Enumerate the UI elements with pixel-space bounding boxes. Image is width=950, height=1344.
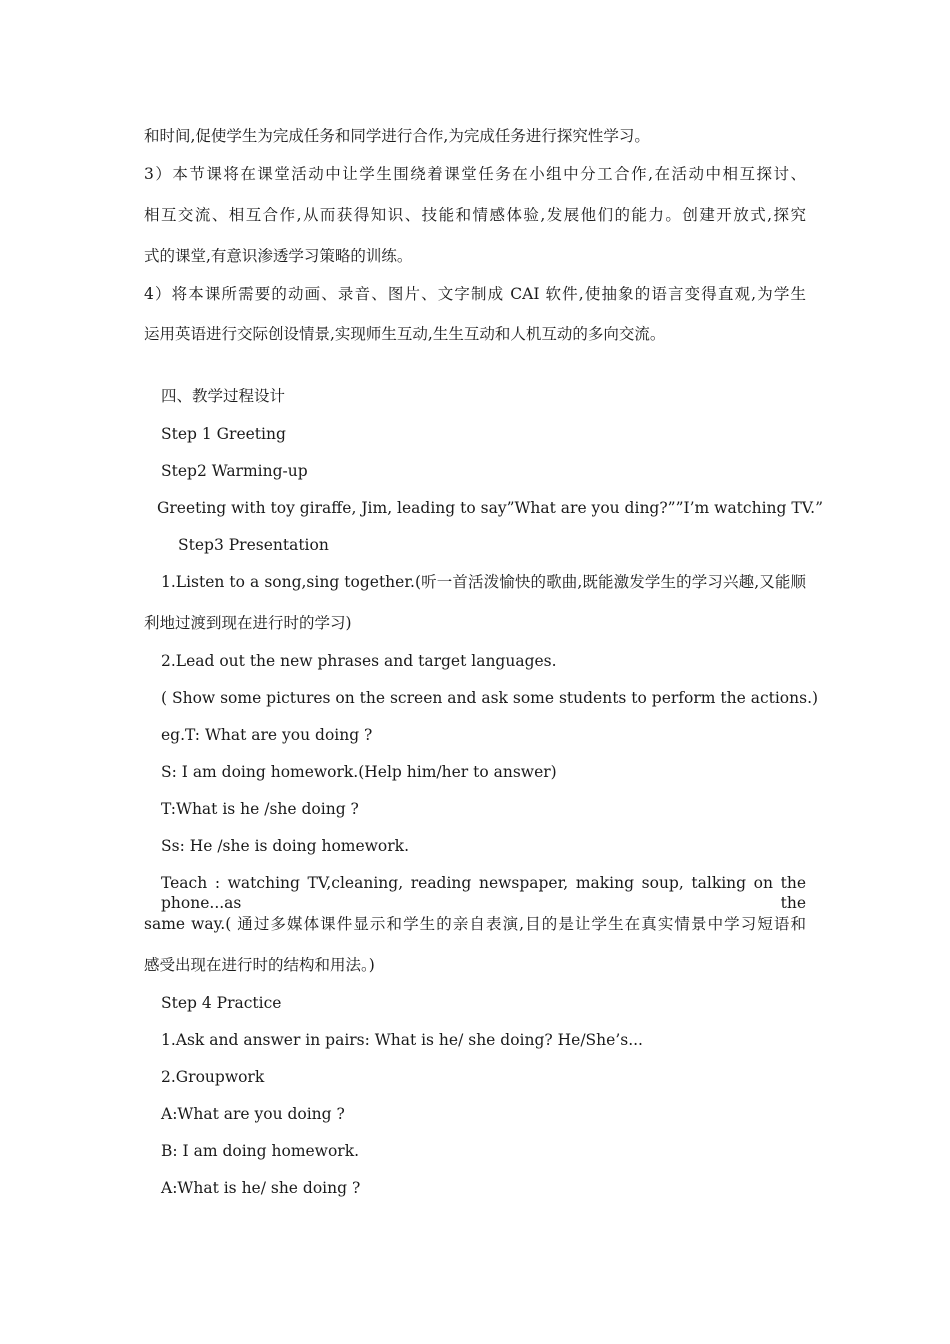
practice-line-2: 2.Groupwork — [161, 1068, 265, 1086]
teach-line-1: Teach : watching TV,cleaning, reading newspaper, making soup, talking on the phone...as the — [161, 874, 806, 912]
presentation-line-2: 利地过渡到现在进行时的学习) — [144, 614, 352, 632]
step-3-heading: Step3 Presentation — [178, 536, 329, 554]
warmup-line: Greeting with toy giraffe, Jim, leading to say”What are you ding?””I’m watching TV.” — [157, 499, 824, 517]
step-1-heading: Step 1 Greeting — [161, 425, 286, 443]
teach-line-3: 感受出现在进行时的结构和用法。) — [144, 956, 375, 974]
paragraph-line-2: 3）本节课将在课堂活动中让学生围绕着课堂任务在小组中分工合作,在活动中相互探讨、 — [144, 165, 806, 183]
dialogue-line-4: Ss: He /she is doing homework. — [161, 837, 409, 855]
paragraph-line-1: 和时间,促使学生为完成任务和同学进行合作,为完成任务进行探究性学习。 — [144, 127, 650, 145]
presentation-line-1: 1.Listen to a song,sing together.(听一首活泼愉快的歌曲,既能激发学生的学习兴趣,又能顺 — [161, 573, 806, 591]
section-heading: 四、教学过程设计 — [161, 387, 286, 405]
presentation-line-4: ( Show some pictures on the screen and ask some students to perform the actions.) — [161, 689, 819, 707]
step-4-heading: Step 4 Practice — [161, 994, 282, 1012]
practice-line-1: 1.Ask and answer in pairs: What is he/ she doing? He/She’s... — [161, 1031, 643, 1049]
dialogue-line-3: T:What is he /she doing ? — [161, 800, 359, 818]
paragraph-line-4: 式的课堂,有意识渗透学习策略的训练。 — [144, 247, 413, 265]
presentation-line-3: 2.Lead out the new phrases and target languages. — [161, 652, 557, 670]
practice-dialogue-1: A:What are you doing ? — [161, 1105, 345, 1123]
dialogue-line-2: S: I am doing homework.(Help him/her to answer) — [161, 763, 557, 781]
paragraph-line-3: 相互交流、相互合作,从而获得知识、技能和情感体验,发展他们的能力。创建开放式,探究 — [144, 206, 806, 224]
practice-dialogue-2: B: I am doing homework. — [161, 1142, 360, 1160]
dialogue-line-1: eg.T: What are you doing ? — [161, 726, 373, 744]
step-2-heading: Step2 Warming-up — [161, 462, 308, 480]
paragraph-line-5: 4）将本课所需要的动画、录音、图片、文字制成 CAI 软件,使抽象的语言变得直观,为学生 — [144, 285, 806, 303]
teach-line-2: same way.( 通过多媒体课件显示和学生的亲自表演,目的是让学生在真实情景中学习短语和 — [144, 915, 806, 933]
practice-dialogue-3: A:What is he/ she doing ? — [161, 1179, 361, 1197]
paragraph-line-6: 运用英语进行交际创设情景,实现师生互动,生生互动和人机互动的多向交流。 — [144, 325, 666, 343]
